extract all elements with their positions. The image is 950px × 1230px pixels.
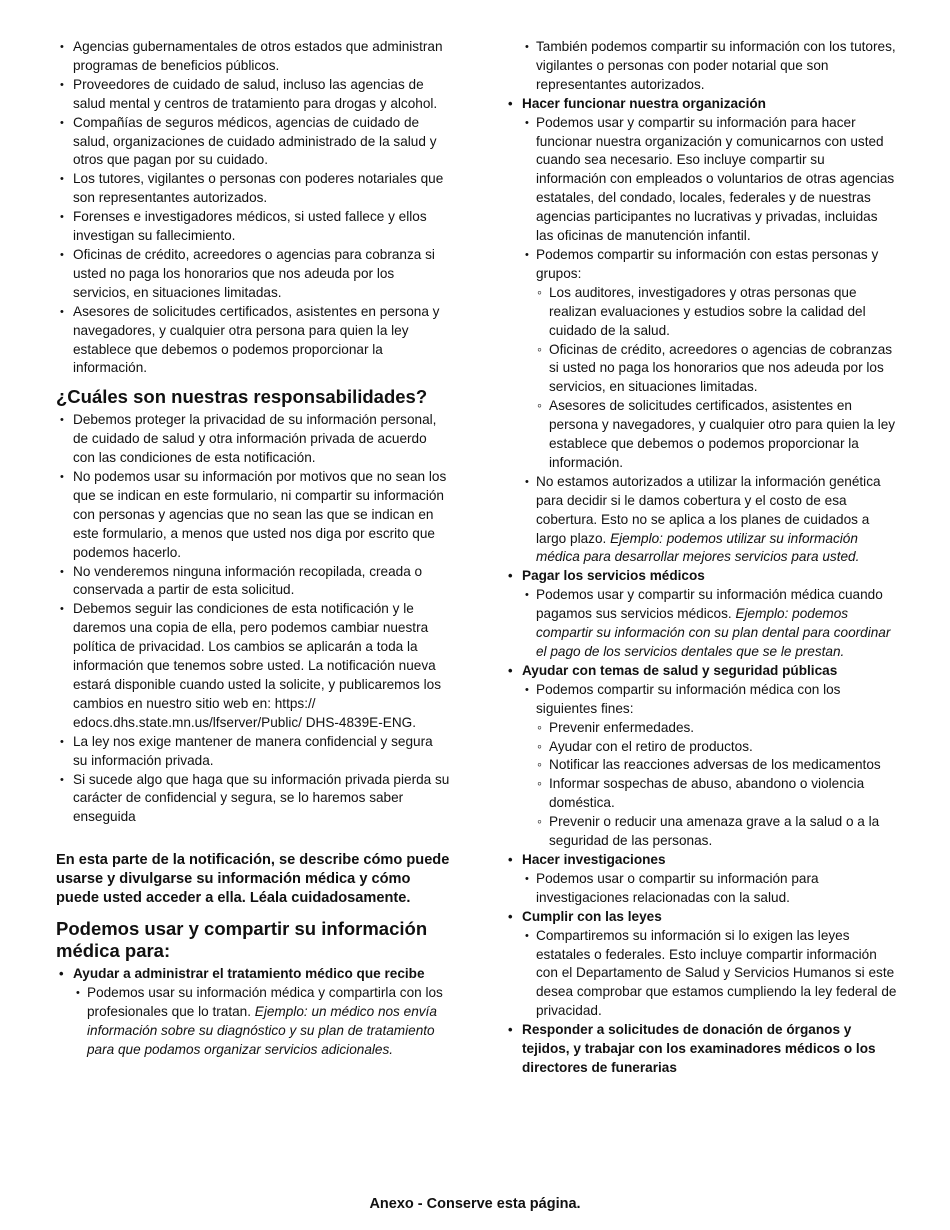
list-item: • Debemos proteger la privacidad de su información personal, de cuidado de salud y otra información privada de acuerdo con las condiciones de esta notificación. <box>56 411 450 468</box>
list-item: • Agencias gubernamentales de otros estados que administran programas de beneficios públicos. <box>56 38 450 76</box>
list-item <box>522 586 897 662</box>
list-item: • Los tutores, vigilantes o personas con poderes notariales que son representantes autorizados. <box>56 170 450 208</box>
item-text: Podemos usar y compartir su información médica cuando pagamos sus servicios médicos. <box>536 587 883 622</box>
category-treatment <box>59 965 450 1060</box>
list-item: • Podemos usar y compartir su información para hacer funcionar nuestra organización y comunicarnos con usted cuando sea necesario. Eso incluye compartir su información con empleados o voluntarios de otras agencias estatales, del condado, locales, federales y de nuestras agencias participantes no lucrativas y privadas, incluidas las oficinas de manutención infantil. <box>522 114 897 246</box>
category-title: • Responder a solicitudes de donación de órganos y tejidos, y trabajar con los examinadores médicos o los directores de funerarias <box>522 1022 876 1075</box>
sub-list-item: ◦ Notificar las reacciones adversas de los medicamentos <box>536 756 897 775</box>
list-item: • Forenses e investigadores médicos, si usted fallece y ellos investigan su fallecimiento. <box>56 208 450 246</box>
list-item: • No podemos usar su información por motivos que no sean los que se indican en este formulario, ni compartir su información con personas y agencias que no sean las que se indican en este formulario, a menos que usted nos diga por escrito que podemos hacerlo. <box>56 468 450 563</box>
item-text: Podemos usar su información médica y compartirla con los profesionales que lo tratan. <box>87 985 443 1020</box>
uses-heading: Podemos usar y compartir su información médica para: <box>56 918 428 962</box>
intro-paragraph: En esta parte de la notificación, se describe cómo puede usarse y divulgarse su información médica y cómo puede usted acceder a ella. Léala cuidadosamente. <box>56 852 450 907</box>
category-law <box>508 908 897 1021</box>
category-payment <box>508 567 897 662</box>
uses-list <box>59 965 450 1060</box>
category-public-health <box>508 662 897 851</box>
list-item <box>522 473 897 568</box>
recipients-list <box>56 38 450 378</box>
continued-list <box>522 38 897 95</box>
category-title: • Ayudar a administrar el tratamiento médico que recibe <box>73 966 425 982</box>
list-item <box>73 984 450 1060</box>
left-column <box>56 38 450 1060</box>
list-item <box>522 246 897 473</box>
sub-list-item: ◦ Prevenir o reducir una amenaza grave a la salud o a la seguridad de las personas. <box>536 813 897 851</box>
list-item: • No venderemos ninguna información recopilada, creada o conservada a partir de esta solicitud. <box>56 563 450 601</box>
list-item: • Debemos seguir las condiciones de esta notificación y le daremos una copia de ella, pero podemos cambiar nuestra política de privacidad. Los cambios se aplicarán a toda la información que tenemos sobre usted. La notificación nueva estará disponible cuando usted la solicite, y publicaremos los cambios en nuestro sitio web en: https:// edocs.dhs.state.mn.us/lfserver/Public/ DHS-4839E-ENG. <box>56 600 450 732</box>
right-column <box>505 38 897 1078</box>
category-title: • Hacer investigaciones <box>522 851 666 867</box>
list-item: • Oficinas de crédito, acreedores o agencias para cobranza si usted no paga los honorarios que nos adeuda por los servicios, en situaciones limitadas. <box>56 246 450 303</box>
item-text: Podemos compartir su información con estas personas y grupos: <box>536 246 879 281</box>
list-item: • Compartiremos su información si lo exigen las leyes estatales o federales. Esto incluye compartir información con el Departamento de Salud y Servicios Humanos si este desea comprobar que estamos cumpliendo la ley federal de privacidad. <box>522 927 897 1022</box>
page-footer: Anexo - Conserve esta página. <box>369 1196 581 1212</box>
uses-list-continued <box>508 95 897 1078</box>
category-organization <box>508 95 897 568</box>
example-text: Ejemplo: podemos utilizar su información médica para desarrollar mejores servicios para usted. <box>536 530 860 565</box>
category-title: • Ayudar con temas de salud y seguridad públicas <box>522 662 838 678</box>
list-item: • Asesores de solicitudes certificados, asistentes en persona y navegadores, y cualquier otra persona para quien la ley establece que debemos o podemos proporcionar la información. <box>56 303 450 379</box>
sub-list-item: ◦ Asesores de solicitudes certificados, asistentes en persona y navegadores, y cualquier otro para quien la ley establece que debemos o podemos proporcionar la información. <box>536 397 897 473</box>
list-item <box>522 681 897 851</box>
item-text: No estamos autorizados a utilizar la información genética para decidir si le damos cobertura y el costo de esa cobertura. Esto no se aplica a los planes de cuidados a largo plazo. <box>536 473 881 546</box>
sub-list-item: ◦ Ayudar con el retiro de productos. <box>536 738 897 757</box>
responsibilities-heading: ¿Cuáles son nuestras responsabilidades? <box>56 386 428 408</box>
example-text: Ejemplo: podemos compartir su información con su plan dental para coordinar el pago de los servicios dentales que se le prestan. <box>536 606 891 659</box>
category-title: • Hacer funcionar nuestra organización <box>522 95 766 111</box>
sub-list-item: ◦ Oficinas de crédito, acreedores o agencias de cobranzas si usted no paga los honorarios que nos adeuda por los servicios, en situaciones limitadas. <box>536 341 897 398</box>
list-item: • Podemos usar o compartir su información para investigaciones relacionadas con la salud. <box>522 870 897 908</box>
category-title: • Cumplir con las leyes <box>522 908 662 924</box>
list-item: • También podemos compartir su información con los tutores, vigilantes o personas con poder notarial que son representantes autorizados. <box>522 38 897 95</box>
category-research <box>508 851 897 908</box>
list-item: • La ley nos exige mantener de manera confidencial y segura su información privada. <box>56 733 450 771</box>
sub-list-item: ◦ Los auditores, investigadores y otras personas que realizan evaluaciones y estudios sobre la calidad del cuidado de la salud. <box>536 284 897 341</box>
category-title: • Pagar los servicios médicos <box>522 568 705 584</box>
category-organ-donation <box>508 1021 897 1078</box>
list-item: • Proveedores de cuidado de salud, incluso las agencias de salud mental y centros de tratamiento para drogas y alcohol. <box>56 76 450 114</box>
item-text: Podemos compartir su información médica con los siguientes fines: <box>536 681 841 716</box>
example-text: Ejemplo: un médico nos envía información sobre su diagnóstico y su plan de tratamiento para que podamos organizar servicios adicionales. <box>87 1004 437 1057</box>
list-item: • Compañías de seguros médicos, agencias de cuidado de salud, organizaciones de cuidado administrado de la salud y otros que pagan por su cuidado. <box>56 114 450 171</box>
list-item: • Si sucede algo que haga que su información privada pierda su carácter de confidencial y segura, se lo haremos saber enseguida <box>56 771 450 828</box>
sub-list-item: ◦ Informar sospechas de abuso, abandono o violencia doméstica. <box>536 775 897 813</box>
sub-list-item: ◦ Prevenir enfermedades. <box>536 719 897 738</box>
responsibilities-list <box>56 411 450 827</box>
